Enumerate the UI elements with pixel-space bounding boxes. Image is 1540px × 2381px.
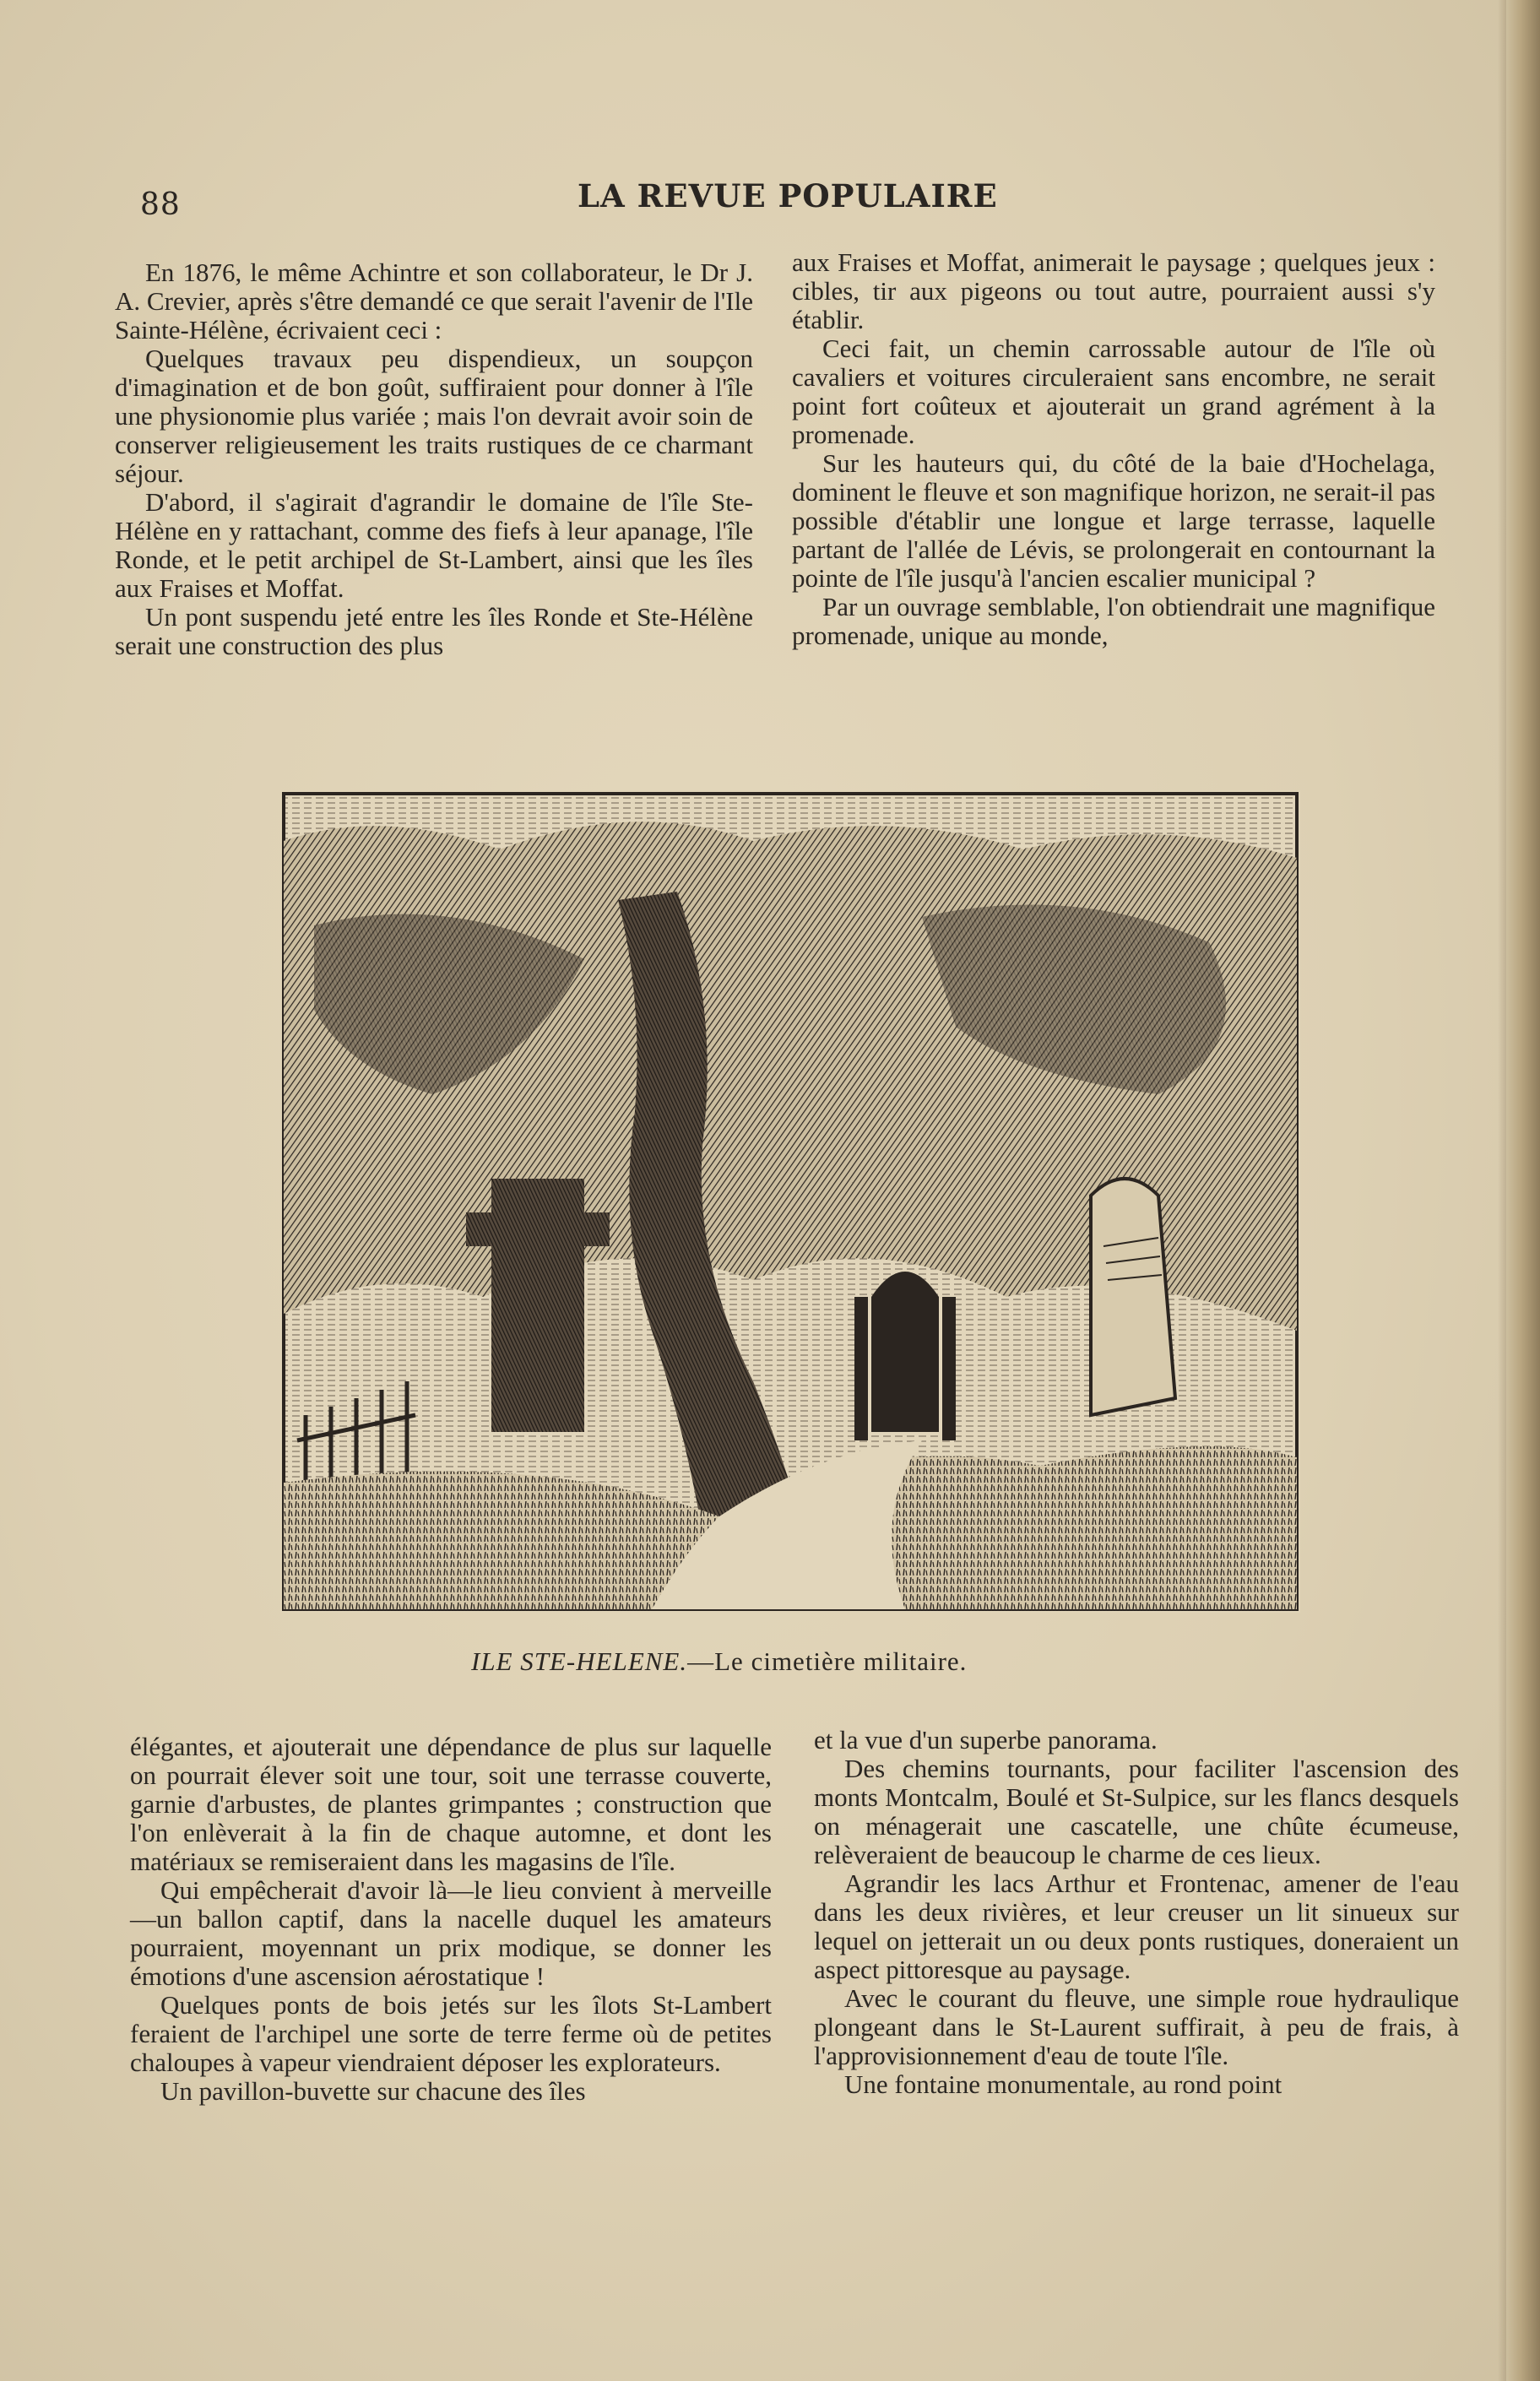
paragraph: Une fontaine monumentale, au rond point [844, 2069, 1282, 2099]
page-edge [1506, 0, 1540, 2381]
paragraph: Ceci fait, un chemin carrossable autour de l'île où cavaliers et voitures circuleraient sans encombre, ne serait point fort coûteux et ajouterait un grand agrément à la promenade. [792, 334, 1435, 449]
caption-place: ILE STE-HELENE. [471, 1646, 688, 1676]
paragraph: D'abord, il s'agirait d'agrandir le domaine de l'île Ste-Hélène en y rattachant, comme des fiefs à leur apanage, l'île Ronde, et le petit archipel de St-Lambert, ainsi que les îles aux Fraises et Moffat. [115, 487, 753, 603]
page-edge-shadow [1498, 0, 1506, 2381]
cemetery-engraving-image [280, 790, 1300, 1613]
caption-text: —Le cimetière militaire. [687, 1646, 968, 1676]
paragraph: élégantes, et ajouterait une dépendance de plus sur laquelle on pourrait élever soit une tour, soit une terrasse couverte, garnie d'arbustes, de plantes grimpantes ; construction que l'on enlèverait à la fin de chaque automne, et dont les matériaux se remiseraient dans les magasins de l'île. [130, 1732, 772, 1876]
running-title: LA REVUE POPULAIRE [578, 177, 998, 214]
figure-caption [471, 1646, 1113, 1677]
paragraph: Agrandir les lacs Arthur et Frontenac, amener de l'eau dans les deux rivières, et leur creuser un lit sinueux sur lequel on jetterait un ou deux ponts rustiques, doneraient un aspect pittoresque au paysage. [814, 1868, 1459, 1984]
column-bottom-right [814, 1726, 1459, 2099]
paragraph: Sur les hauteurs qui, du côté de la baie d'Hochelaga, dominent le fleuve et son magnifique horizon, ne serait-il pas possible d'établir une longue et large terrasse, laquelle partant de l'allée de Lévis, se prolongerait en contournant la pointe de l'île jusqu'à l'ancien escalier municipal ? [792, 448, 1435, 593]
paragraph: Des chemins tournants, pour faciliter l'ascension des monts Montcalm, Boulé et St-Sulpice, sur les flancs desquels on ménagerait une cascatelle, une chûte écumeuse, relèveraient de beaucoup le charme de ces lieux. [814, 1754, 1459, 1869]
paragraph: En 1876, le même Achintre et son collaborateur, le Dr J. A. Crevier, après s'être demandé ce que serait l'avenir de l'Ile Sainte-Hélène, écrivaient ceci : [115, 258, 753, 344]
paragraph: aux Fraises et Moffat, animerait le paysage ; quelques jeux : cibles, tir aux pigeons ou tout autre, pourraient aussi s'y établir. [792, 247, 1435, 334]
paragraph: Qui empêcherait d'avoir là—le lieu convient à merveille—un ballon captif, dans la nacelle duquel les amateurs pourraient, moyennant un prix modique, se donner les émotions d'une ascension aérostatique ! [130, 1875, 772, 1991]
paragraph: Un pavillon-buvette sur chacune des îles [160, 2076, 586, 2106]
paragraph: Par un ouvrage semblable, l'on obtiendrait une magnifique promenade, unique au monde, [792, 592, 1435, 650]
page-number: 88 [140, 187, 181, 222]
paragraph: et la vue d'un superbe panorama. [814, 1725, 1158, 1755]
column-bottom-left [130, 1733, 772, 2106]
paragraph: Un pont suspendu jeté entre les îles Ronde et Ste-Hélène serait une construction des plus [115, 602, 753, 660]
paragraph: Quelques travaux peu dispendieux, un soupçon d'imagination et de bon goût, suffiraient pour donner à l'île une physionomie plus variée ; mais l'on devrait avoir soin de conserver religieusement les traits rustiques de ce charmant séjour. [115, 344, 753, 488]
column-top-left [115, 258, 753, 660]
paragraph: Quelques ponts de bois jetés sur les îlots St-Lambert feraient de l'archipel une sorte de terre ferme où de petites chaloupes à vapeur viendraient déposer les explorateurs. [130, 1990, 772, 2077]
paragraph: Avec le courant du fleuve, une simple roue hydraulique plongeant dans le St-Laurent suffirait, à peu de frais, à l'approvisionnement d'eau de toute l'île. [814, 1983, 1459, 2070]
column-top-right [792, 248, 1435, 650]
